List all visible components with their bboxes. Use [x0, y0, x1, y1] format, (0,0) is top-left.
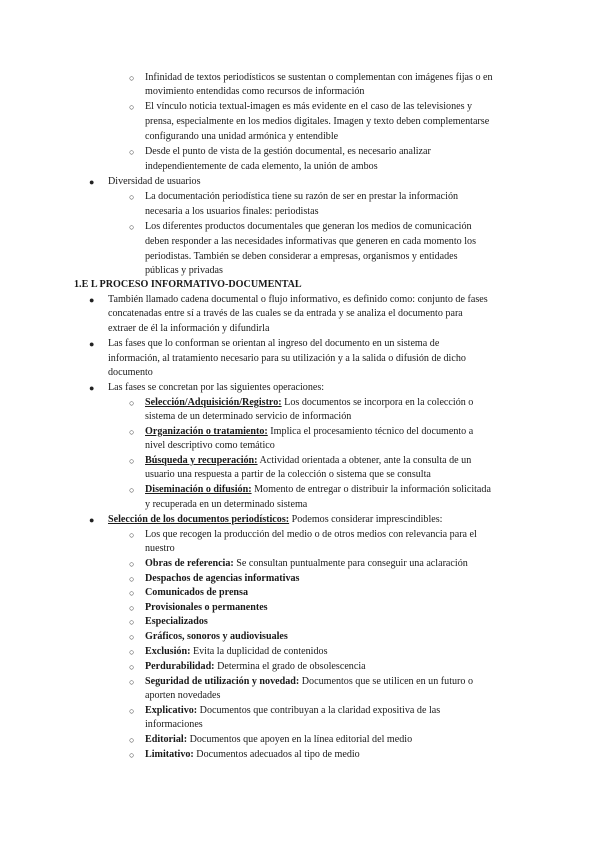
- term-text: Podemos considerar imprescindibles:: [289, 514, 443, 525]
- bullet-open-icon: ○: [129, 706, 135, 716]
- bullet-open-icon: ○: [129, 192, 135, 202]
- list-item: [145, 733, 412, 747]
- term-text: Determina el grado de obsolescencia: [214, 661, 366, 672]
- text-line: concatenadas entre sí a través de las cuales se da entrada y se analiza el documento para: [108, 308, 463, 319]
- text-line: configurando una unidad armónica y entendible: [145, 131, 339, 142]
- list-item: Provisionales o permanentes: [145, 602, 268, 613]
- bullet-open-icon: ○: [129, 485, 135, 495]
- list-item: [145, 396, 473, 410]
- bullet-open-icon: ○: [129, 530, 135, 540]
- text-line: La documentación periodística tiene su razón de ser en prestar la información: [145, 191, 459, 202]
- text-line: necesaria a los usuarios finales: periodistas: [145, 206, 319, 217]
- list-item: [145, 454, 471, 468]
- bullet-filled-icon: ●: [89, 177, 95, 187]
- bullet-open-icon: ○: [129, 427, 135, 437]
- list-item: [145, 748, 360, 762]
- list-item: Despachos de agencias informativas: [145, 573, 300, 584]
- bullet-open-icon: ○: [129, 632, 135, 642]
- term-label: Editorial:: [145, 734, 188, 745]
- text-line: nivel descriptivo como temático: [145, 440, 275, 451]
- term-text: Documentos adecuados al tipo de medio: [193, 749, 360, 760]
- text-line: También llamado cadena documental o flujo informativo, es definido como: conjunto de fases: [108, 294, 488, 305]
- bullet-open-icon: ○: [129, 398, 135, 408]
- bullet-open-icon: ○: [129, 574, 135, 584]
- term-text: Implica el procesamiento técnico del documento a: [267, 426, 474, 437]
- text-line: Desde el punto de vista de la gestión documental, es necesario analizar: [145, 146, 431, 157]
- term-text: Se consultan puntualmente para conseguir una aclaración: [233, 558, 468, 569]
- text-line: usuario una respuesta a partir de la colección o sistema que se consulta: [145, 469, 431, 480]
- list-item: [145, 675, 473, 689]
- bullet-open-icon: ○: [129, 750, 135, 760]
- section-heading: 1.E L PROCESO INFORMATIVO-DOCUMENTAL: [74, 279, 302, 290]
- bullet-open-icon: ○: [129, 662, 135, 672]
- bullet-open-icon: ○: [129, 222, 135, 232]
- term-text: Documentos que contribuyan a la claridad expositiva de las: [197, 705, 441, 716]
- list-item: [145, 557, 468, 571]
- text-line: Infinidad de textos periodísticos se sustentan o complementan con imágenes fijas o en: [145, 72, 493, 83]
- bullet-filled-icon: ●: [89, 383, 95, 393]
- term-text: Documentos que se utilicen en un futuro o: [299, 676, 474, 687]
- term-text: Documentos que apoyen en la línea editorial del medio: [187, 734, 413, 745]
- list-item: [145, 704, 440, 718]
- text-line: Los diferentes productos documentales que generan los medios de comunicación: [145, 221, 472, 232]
- term-label: Diseminación o difusión:: [145, 484, 252, 495]
- bullet-open-icon: ○: [129, 647, 135, 657]
- list-item: [145, 645, 328, 659]
- text-line: nuestro: [145, 543, 175, 554]
- bullet-filled-icon: ●: [89, 515, 95, 525]
- text-line: Las fases que lo conforman se orientan al ingreso del documento en un sistema de: [108, 338, 440, 349]
- bullet-open-icon: ○: [129, 677, 135, 687]
- term-text: Actividad orientada a obtener, ante la consulta de un: [257, 455, 472, 466]
- list-item: [108, 513, 442, 527]
- text-line: independientemente de cada elemento, la unión de ambos: [145, 161, 378, 172]
- text-line: públicas y privadas: [145, 265, 223, 276]
- list-item: [145, 425, 473, 439]
- term-label: Explicativo:: [145, 705, 198, 716]
- bullet-open-icon: ○: [129, 617, 135, 627]
- term-label: Perdurabilidad:: [145, 661, 215, 672]
- text-line: aporten novedades: [145, 690, 221, 701]
- list-item: [145, 660, 366, 674]
- text-line: sistema de un determinado servicio de información: [145, 411, 352, 422]
- bullet-open-icon: ○: [129, 603, 135, 613]
- bullet-open-icon: ○: [129, 147, 135, 157]
- text-line: información, al tratamiento necesario para su utilización y a la salida o difusión de dicho: [108, 353, 466, 364]
- text-line: y recuperada en un determinado sistema: [145, 499, 308, 510]
- list-item-label: Diversidad de usuarios: [108, 176, 201, 187]
- list-item: [145, 483, 491, 497]
- bullet-open-icon: ○: [129, 559, 135, 569]
- bullet-open-icon: ○: [129, 735, 135, 745]
- bullet-filled-icon: ●: [89, 339, 95, 349]
- bullet-open-icon: ○: [129, 588, 135, 598]
- bullet-open-icon: ○: [129, 73, 135, 83]
- term-label: Seguridad de utilización y novedad:: [145, 676, 300, 687]
- list-item: Gráficos, sonoros y audiovisuales: [145, 631, 288, 642]
- term-label: Obras de referencia:: [145, 558, 234, 569]
- term-label: Exclusión:: [145, 646, 191, 657]
- bullet-open-icon: ○: [129, 102, 135, 112]
- bullet-open-icon: ○: [129, 456, 135, 466]
- term-label: Búsqueda y recuperación:: [145, 455, 258, 466]
- text-line: prensa, especialmente en los medios digitales. Imagen y texto deben complementarse: [145, 116, 490, 127]
- term-label: Limitativo:: [145, 749, 194, 760]
- term-text: Momento de entregar o distribuir la información solicitada: [251, 484, 491, 495]
- text-line: extraer de él la información y difundirla: [108, 323, 270, 334]
- text-line: Las fases se concretan por las siguientes operaciones:: [108, 382, 325, 393]
- term-text: Evita la duplicidad de contenidos: [190, 646, 328, 657]
- term-label: Organización o tratamiento:: [145, 426, 268, 437]
- term-label: Selección/Adquisición/Registro:: [145, 397, 282, 408]
- text-line: periodistas. También se deben considerar a empresas, organismos y entidades: [145, 251, 458, 262]
- term-label: Selección de los documentos periodísticos:: [108, 514, 290, 525]
- text-line: documento: [108, 367, 153, 378]
- text-line: deben responder a las necesidades informativas que generen en cada momento los: [145, 236, 477, 247]
- text-line: Los que recogen la producción del medio o de otros medios con relevancia para el: [145, 529, 477, 540]
- text-line: informaciones: [145, 719, 203, 730]
- list-item: Especializados: [145, 616, 208, 627]
- text-line: El vínculo noticia textual-imagen es más evidente en el caso de las televisiones y: [145, 101, 473, 112]
- list-item: Comunicados de prensa: [145, 587, 249, 598]
- term-text: Los documentos se incorpora en la colección o: [281, 397, 474, 408]
- bullet-filled-icon: ●: [89, 295, 95, 305]
- text-line: movimiento entendidas como recursos de información: [145, 86, 365, 97]
